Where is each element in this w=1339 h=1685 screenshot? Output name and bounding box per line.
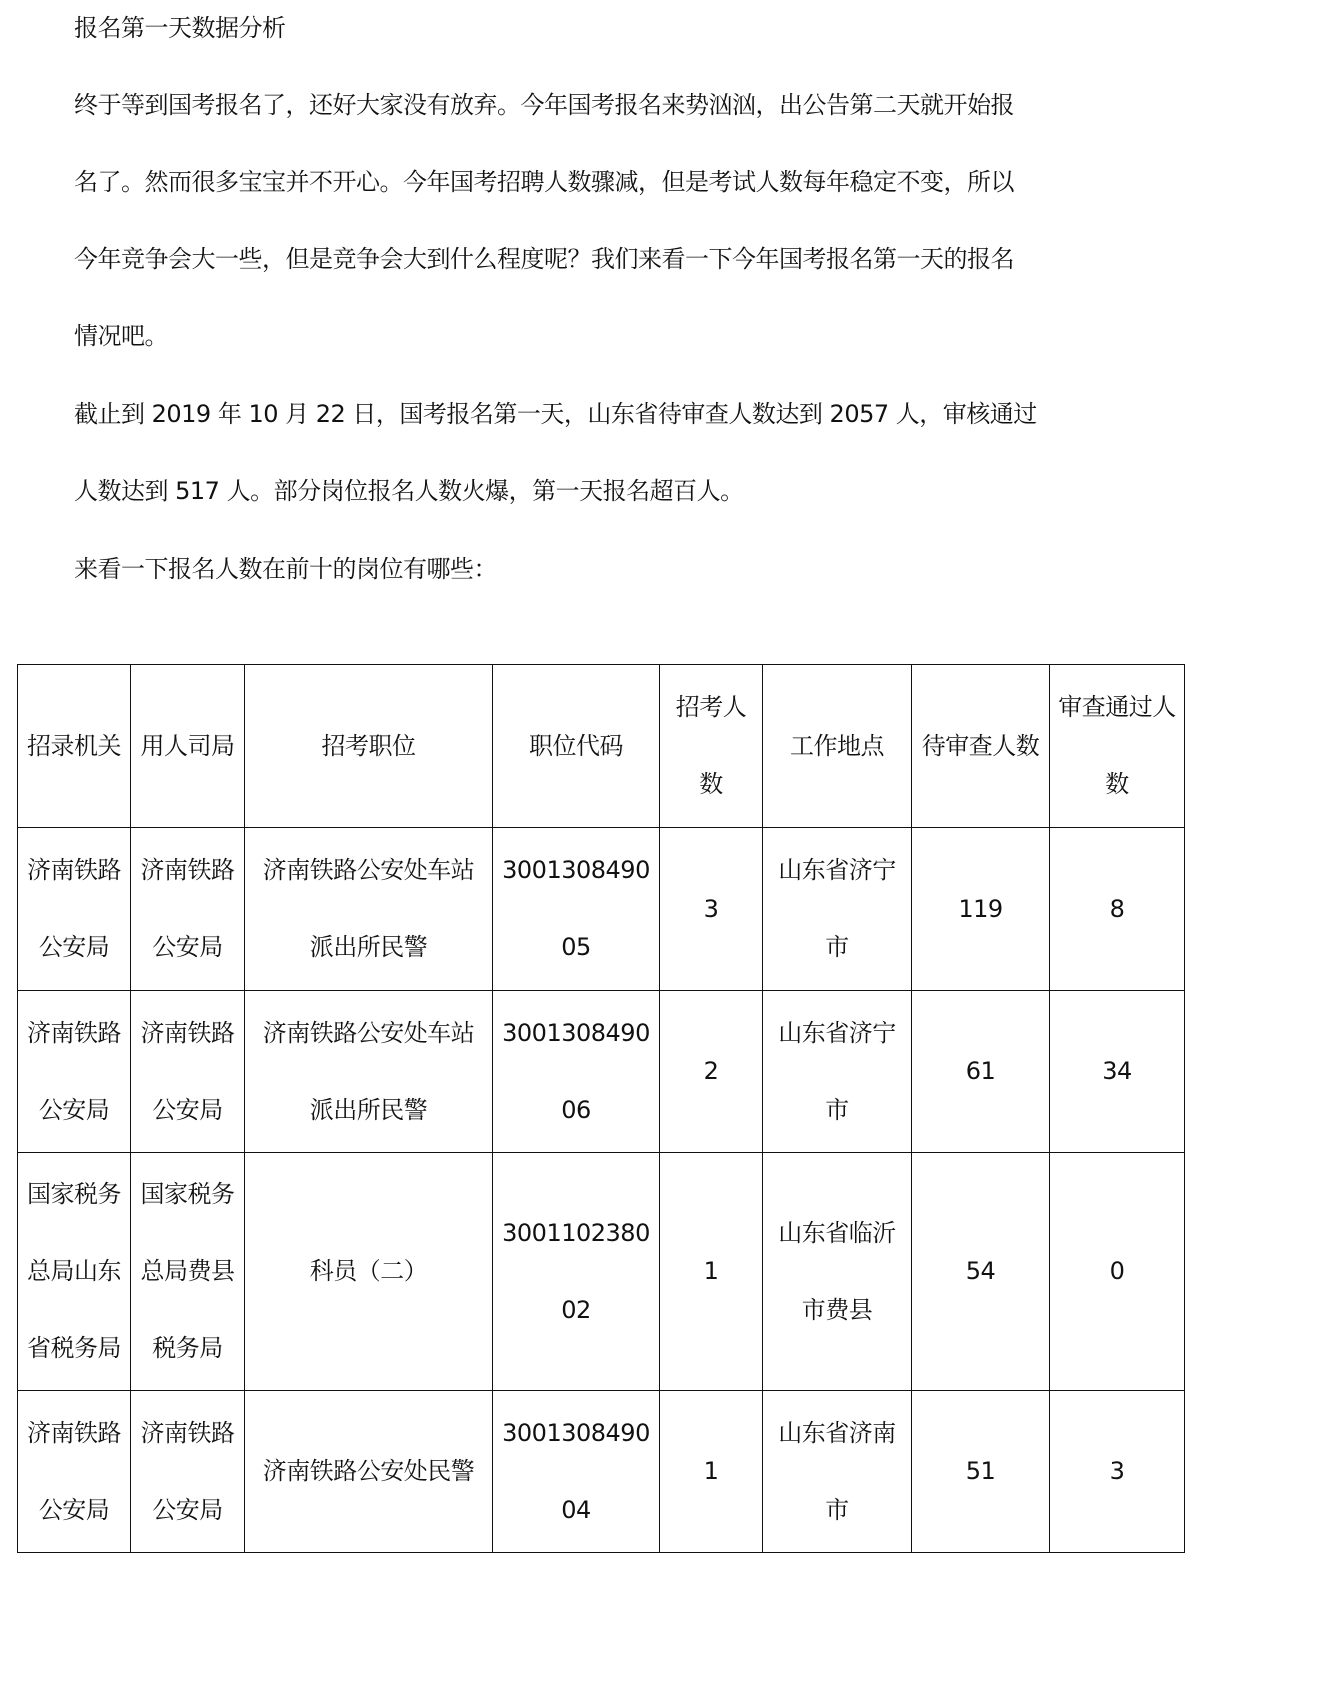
cell-location: 山东省济宁 市 [763, 991, 912, 1153]
positions-table [17, 664, 1185, 1553]
table-row [18, 828, 1185, 991]
cell-position: 科员（二） [245, 1153, 493, 1391]
cell-position: 济南铁路公安处民警 [245, 1391, 493, 1553]
paragraph-line: 名了。然而很多宝宝并不开心。今年国考招聘人数骤减，但是考试人数每年稳定不变，所以 [74, 168, 1014, 196]
cell-agency: 国家税务 总局山东 省税务局 [18, 1153, 131, 1391]
cell-bureau: 济南铁路 公安局 [131, 1391, 245, 1553]
cell-pending: 61 [912, 991, 1050, 1153]
table-row [18, 991, 1185, 1153]
cell-position: 济南铁路公安处车站 派出所民警 [245, 991, 493, 1153]
table-header-row [18, 665, 1185, 828]
paragraph-line: 截止到 2019 年 10 月 22 日，国考报名第一天，山东省待审查人数达到 2057 人，审核通过 [74, 400, 1037, 428]
cell-agency: 济南铁路 公安局 [18, 828, 131, 991]
paragraph-line: 情况吧。 [74, 322, 168, 350]
header-location: 工作地点 [763, 665, 912, 828]
cell-code: 3001308490 06 [493, 991, 660, 1153]
paragraph-line: 今年竞争会大一些，但是竞争会大到什么程度呢？我们来看一下今年国考报名第一天的报名 [74, 245, 1014, 273]
header-position: 招考职位 [245, 665, 493, 828]
paragraph-line: 终于等到国考报名了，还好大家没有放弃。今年国考报名来势汹汹，出公告第二天就开始报 [74, 91, 1014, 119]
table-row [18, 1391, 1185, 1553]
header-bureau: 用人司局 [131, 665, 245, 828]
cell-code: 3001308490 05 [493, 828, 660, 991]
cell-pending: 54 [912, 1153, 1050, 1391]
cell-location: 山东省临沂 市费县 [763, 1153, 912, 1391]
cell-pending: 119 [912, 828, 1050, 991]
header-passed: 审查通过人 数 [1050, 665, 1185, 828]
cell-location: 山东省济南 市 [763, 1391, 912, 1553]
cell-bureau: 济南铁路 公安局 [131, 828, 245, 991]
cell-passed: 3 [1050, 1391, 1185, 1553]
table-row [18, 1153, 1185, 1391]
cell-code: 3001308490 04 [493, 1391, 660, 1553]
cell-code: 3001102380 02 [493, 1153, 660, 1391]
cell-bureau: 国家税务 总局费县 税务局 [131, 1153, 245, 1391]
cell-pending: 51 [912, 1391, 1050, 1553]
cell-passed: 8 [1050, 828, 1185, 991]
cell-passed: 34 [1050, 991, 1185, 1153]
header-agency: 招录机关 [18, 665, 131, 828]
paragraph-line: 人数达到 517 人。部分岗位报名人数火爆，第一天报名超百人。 [74, 477, 744, 505]
paragraph-line: 来看一下报名人数在前十的岗位有哪些： [74, 555, 497, 583]
cell-quota: 2 [660, 991, 763, 1153]
cell-agency: 济南铁路 公安局 [18, 1391, 131, 1553]
cell-passed: 0 [1050, 1153, 1185, 1391]
header-code: 职位代码 [493, 665, 660, 828]
cell-position: 济南铁路公安处车站 派出所民警 [245, 828, 493, 991]
header-pending: 待审查人数 [912, 665, 1050, 828]
header-quota: 招考人 数 [660, 665, 763, 828]
cell-quota: 3 [660, 828, 763, 991]
cell-quota: 1 [660, 1391, 763, 1553]
document-title: 报名第一天数据分析 [74, 14, 286, 42]
cell-bureau: 济南铁路 公安局 [131, 991, 245, 1153]
cell-quota: 1 [660, 1153, 763, 1391]
cell-location: 山东省济宁 市 [763, 828, 912, 991]
cell-agency: 济南铁路 公安局 [18, 991, 131, 1153]
